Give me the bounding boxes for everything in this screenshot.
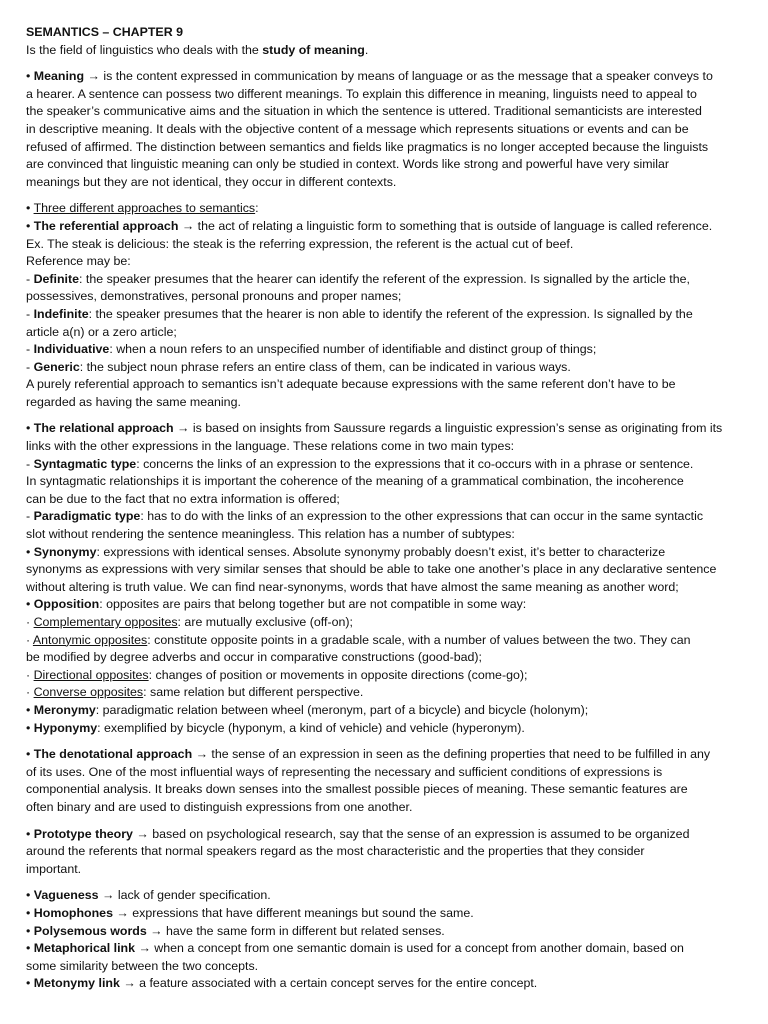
- text-line: possessives, demonstratives, personal pronouns and proper names;: [26, 289, 402, 304]
- text-span: → based on psychological research, say that the sense of an expression is assumed to be organized: [132, 826, 690, 841]
- referential-section: [26, 200, 744, 411]
- bold-term: Syntagmatic type: [33, 456, 137, 471]
- text-line: [26, 68, 744, 86]
- bold-term: Paradigmatic type: [33, 509, 141, 524]
- text-span: : opposites are pairs that belong together but are not compatible in some way:: [99, 597, 527, 612]
- text-line: [26, 702, 744, 720]
- text-span: : are mutually exclusive (off-on);: [177, 615, 353, 629]
- text-line: meanings but they are not identical, they occur in different contexts.: [26, 174, 397, 189]
- text-span: -: [26, 359, 34, 374]
- text-span: : has to do with the links of an expression to the other expressions that can occur in the same syntactic: [140, 509, 704, 524]
- text-line: links with the other expressions in the language. These relations come in two main types:: [26, 439, 515, 454]
- text-line: [26, 420, 744, 438]
- text-span: Is the field of linguistics who deals with the: [26, 42, 263, 57]
- text-line: Reference may be:: [26, 254, 131, 269]
- text-line: [26, 271, 744, 289]
- section-spacer: [26, 191, 744, 200]
- text-line: [26, 306, 744, 324]
- text-span: .: [364, 42, 369, 57]
- bold-term: Meronymy: [33, 702, 96, 717]
- denotational-section: [26, 746, 744, 816]
- text-span: : expressions with identical senses. Absolute synonymy probably doesn’t exist, it’s better to characterize: [96, 544, 666, 559]
- text-line: [26, 341, 744, 359]
- text-span: -: [26, 509, 34, 524]
- text-span: : same relation but different perspective.: [143, 685, 364, 700]
- underlined-term: Directional opposites: [33, 667, 149, 682]
- intro-line: [26, 42, 744, 60]
- text-line: around the referents that normal speakers regard as the most characteristic and the properties that they consider: [26, 844, 645, 859]
- text-line: [26, 887, 744, 905]
- text-line: important.: [26, 861, 82, 876]
- bold-term: Metonymy link: [33, 976, 120, 991]
- text-span: •: [26, 69, 31, 84]
- text-span: •: [26, 826, 31, 841]
- text-line: [26, 746, 744, 764]
- bold-term: Generic: [33, 359, 80, 374]
- bold-term: SEMANTICS – CHAPTER 9: [26, 25, 183, 39]
- text-line: without altering is truth value. We can find near-synonyms, words that have almost the same meaning as another word;: [26, 579, 679, 594]
- text-span: -: [26, 271, 34, 286]
- section-spacer: [26, 878, 744, 887]
- bold-term: Meaning: [33, 69, 85, 84]
- text-line: Ex. The steak is delicious: the steak is the referring expression, the referent is the actual cut of beef.: [26, 236, 574, 251]
- bold-term: Polysemous words: [33, 923, 147, 938]
- text-span: → is the content expressed in communication by means of language or as the message that a speaker conveys to: [84, 69, 713, 84]
- text-line: [26, 667, 744, 685]
- text-span: → the act of relating a linguistic form to something that is outside of language is called reference.: [178, 218, 713, 233]
- text-span: → when a concept from one semantic domain is used for a concept from another domain, based on: [135, 941, 684, 956]
- text-line: [26, 632, 744, 650]
- bold-term: Hyponymy: [33, 720, 98, 735]
- text-line: [26, 359, 744, 377]
- meaning-paragraph: [26, 68, 744, 191]
- text-span: : the speaker presumes that the hearer can identify the referent of the expression. Is signalled by the article the,: [79, 271, 690, 286]
- text-span: ·: [26, 615, 31, 629]
- text-span: •: [26, 421, 31, 436]
- text-span: •: [26, 597, 31, 612]
- text-span: •: [26, 747, 31, 762]
- text-line: [26, 218, 744, 236]
- text-line: the speaker’s communicative aims and the situation in which the sentence is uttered. Traditional semanticists are interested: [26, 104, 702, 119]
- text-span: → have the same form in different but related senses.: [146, 923, 445, 938]
- text-span: : exemplified by bicycle (hyponym, a kind of vehicle) and vehicle (hyperonym).: [97, 720, 525, 735]
- text-span: ·: [26, 667, 31, 682]
- text-line: In syntagmatic relationships it is important the coherence of the meaning of a grammatical combination, the incoherence: [26, 474, 684, 489]
- text-span: : concerns the links of an expression to the expressions that it co-occurs with in a phrase or sentence.: [136, 456, 694, 471]
- underlined-term: Three different approaches to semantics: [33, 201, 256, 216]
- bold-term: Opposition: [33, 597, 100, 612]
- text-span: : the subject noun phrase refers an entire class of them, can be indicated in various ways.: [79, 359, 571, 374]
- text-line: of its uses. One of the most influential ways of representing the necessary and sufficient conditions of expressions is: [26, 764, 663, 779]
- text-line: componential analysis. It breaks down senses into the smallest possible pieces of meaning. These semantic features are: [26, 782, 688, 797]
- text-span: → lack of gender specification.: [98, 888, 271, 903]
- section-spacer: [26, 817, 744, 826]
- text-line: A purely referential approach to semantics isn’t adequate because expressions with the same referent don’t have to be: [26, 377, 676, 392]
- text-line: are convinced that linguistic meaning can only be studied in context. Words like strong and powerful have very similar: [26, 157, 670, 172]
- bold-term: Vagueness: [33, 888, 99, 903]
- text-span: : paradigmatic relation between wheel (meronym, part of a bicycle) and bicycle (holonym);: [95, 702, 589, 717]
- text-line: be modified by degree adverbs and occur in comparative constructions (good-bad);: [26, 650, 482, 665]
- text-line: some similarity between the two concepts.: [26, 958, 259, 973]
- text-span: → a feature associated with a certain concept serves for the entire concept.: [119, 976, 538, 991]
- text-line: often binary and are used to distinguish expressions from one another.: [26, 799, 413, 814]
- text-line: [26, 905, 744, 923]
- text-span: -: [26, 456, 34, 471]
- underlined-term: Antonymic opposites: [32, 632, 148, 647]
- chapter-title: [26, 24, 744, 42]
- bold-term: Metaphorical link: [33, 941, 136, 956]
- text-line: [26, 544, 744, 562]
- text-line: can be due to the fact that no extra information is offered;: [26, 491, 340, 506]
- text-line: [26, 684, 744, 702]
- text-span: •: [26, 544, 31, 559]
- bold-term: Definite: [33, 271, 80, 286]
- text-line: [26, 508, 744, 526]
- bold-term: The relational approach: [33, 421, 174, 436]
- text-line: regarded as having the same meaning.: [26, 394, 241, 409]
- text-span: •: [26, 702, 31, 717]
- text-line: in descriptive meaning. It deals with the objective content of a message which represents situations or events and can be: [26, 121, 689, 136]
- text-line: article a(n) or a zero article;: [26, 324, 177, 339]
- approaches-heading: [26, 200, 744, 218]
- text-span: : the speaker presumes that the hearer is non able to identify the referent of the expression. Is signalled by the: [88, 306, 693, 321]
- bold-term: Synonymy: [33, 544, 97, 559]
- text-span: •: [26, 201, 31, 216]
- bold-term: Individuative: [33, 342, 110, 357]
- text-span: •: [26, 905, 31, 920]
- text-span: •: [26, 888, 31, 903]
- text-line: [26, 826, 744, 844]
- bold-term: study of meaning: [262, 42, 365, 57]
- text-span: •: [26, 976, 31, 991]
- text-span: •: [26, 218, 31, 233]
- bold-term: The denotational approach: [33, 747, 193, 762]
- section-spacer: [26, 411, 744, 420]
- section-spacer: [26, 59, 744, 68]
- underlined-term: Complementary opposites: [33, 615, 178, 629]
- text-span: → is based on insights from Saussure regards a linguistic expression’s sense as originating from its: [173, 421, 723, 436]
- bold-term: Prototype theory: [33, 826, 133, 841]
- bold-term: Indefinite: [33, 306, 89, 321]
- text-line: [26, 940, 744, 958]
- text-line: [26, 456, 744, 474]
- text-line: slot without rendering the sentence meaningless. This relation has a number of subtypes:: [26, 527, 515, 542]
- relational-section: [26, 420, 744, 737]
- text-span: : when a noun refers to an unspecified number of identifiable and distinct group of things;: [109, 342, 597, 357]
- bold-term: Homophones: [33, 905, 113, 920]
- text-span: ·: [26, 685, 31, 700]
- prototype-section: [26, 826, 744, 879]
- text-line: [26, 614, 744, 632]
- text-span: -: [26, 306, 34, 321]
- text-line: [26, 720, 744, 738]
- text-line: a hearer. A sentence can possess two different meanings. To explain this difference in meaning, linguists need to appeal to: [26, 86, 697, 101]
- text-span: -: [26, 342, 34, 357]
- text-line: [26, 923, 744, 941]
- terms-section: [26, 887, 744, 993]
- underlined-term: Converse opposites: [33, 685, 144, 700]
- text-span: → the sense of an expression in seen as the defining properties that need to be fulfilled in any: [192, 747, 711, 762]
- text-line: refused of affirmed. The distinction between semantics and fields like pragmatics is no longer accepted because the linguists: [26, 139, 709, 154]
- text-span: : constitute opposite points in a gradable scale, with a number of values between the two. They can: [147, 632, 691, 647]
- text-span: :: [255, 201, 259, 216]
- text-span: ·: [26, 632, 31, 647]
- text-line: [26, 596, 744, 614]
- text-line: synonyms as expressions with very similar senses that should be able to take one another’s place in any declarative sentence: [26, 562, 717, 577]
- text-span: •: [26, 941, 31, 956]
- bold-term: The referential approach: [33, 218, 179, 233]
- section-spacer: [26, 737, 744, 746]
- text-span: •: [26, 720, 31, 735]
- text-span: : changes of position or movements in opposite directions (come-go);: [148, 667, 528, 682]
- text-span: → expressions that have different meanings but sound the same.: [112, 905, 474, 920]
- text-line: [26, 975, 744, 993]
- text-span: •: [26, 923, 31, 938]
